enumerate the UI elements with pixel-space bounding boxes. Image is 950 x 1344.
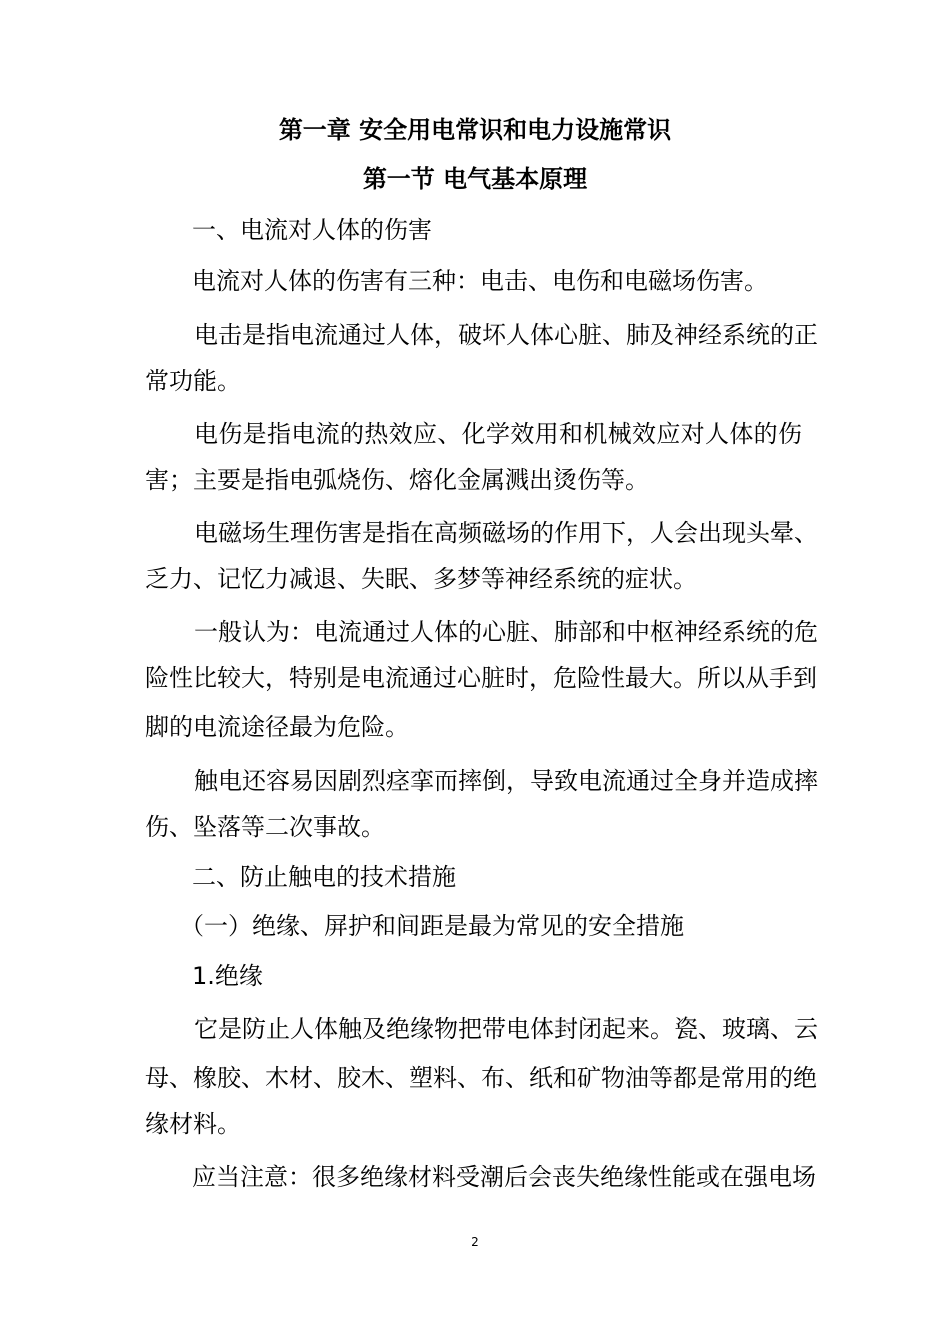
paragraph-line: 乏力、记忆力减退、失眠、多梦等神经系统的症状。 (145, 565, 697, 593)
paragraph-line: 电伤是指电流的热效应、化学效用和机械效应对人体的伤 (194, 420, 802, 448)
paragraph-line: 常功能。 (145, 367, 241, 395)
subheading-insulation: 1.绝缘 (192, 962, 263, 990)
paragraph-line: 母、橡胶、木材、胶木、塑料、布、纸和矿物油等都是常用的绝 (145, 1064, 817, 1092)
paragraph-line: 伤、坠落等二次事故。 (145, 813, 385, 841)
subheading-insulation-measures: （一）绝缘、屏护和间距是最为常见的安全措施 (180, 912, 684, 940)
paragraph-line: 应当注意：很多绝缘材料受潮后会丧失绝缘性能或在强电场 (192, 1163, 816, 1191)
heading-technical-measures: 二、防止触电的技术措施 (192, 863, 456, 891)
paragraph-line: 电流对人体的伤害有三种：电击、电伤和电磁场伤害。 (192, 267, 768, 295)
paragraph-line: 电击是指电流通过人体，破坏人体心脏、肺及神经系统的正 (194, 321, 818, 349)
section-title: 第一节 电气基本原理 (362, 165, 588, 193)
paragraph-line: 一般认为：电流通过人体的心脏、肺部和中枢神经系统的危 (194, 618, 818, 646)
heading-electric-current-harm: 一、电流对人体的伤害 (192, 216, 432, 244)
paragraph-line: 险性比较大，特别是电流通过心脏时，危险性最大。所以从手到 (145, 664, 817, 692)
paragraph-line: 电磁场生理伤害是指在高频磁场的作用下，人会出现头晕、 (194, 519, 818, 547)
page-number: 2 (471, 1235, 479, 1249)
paragraph-line: 脚的电流途径最为危险。 (145, 713, 409, 741)
paragraph-line: 缘材料。 (145, 1110, 241, 1138)
chapter-title: 第一章 安全用电常识和电力设施常识 (278, 116, 672, 144)
paragraph-line: 它是防止人体触及绝缘物把带电体封闭起来。瓷、玻璃、云 (194, 1015, 818, 1043)
paragraph-line: 害；主要是指电弧烧伤、熔化金属溅出烫伤等。 (145, 466, 649, 494)
paragraph-line: 触电还容易因剧烈痉挛而摔倒，导致电流通过全身并造成摔 (194, 767, 818, 795)
